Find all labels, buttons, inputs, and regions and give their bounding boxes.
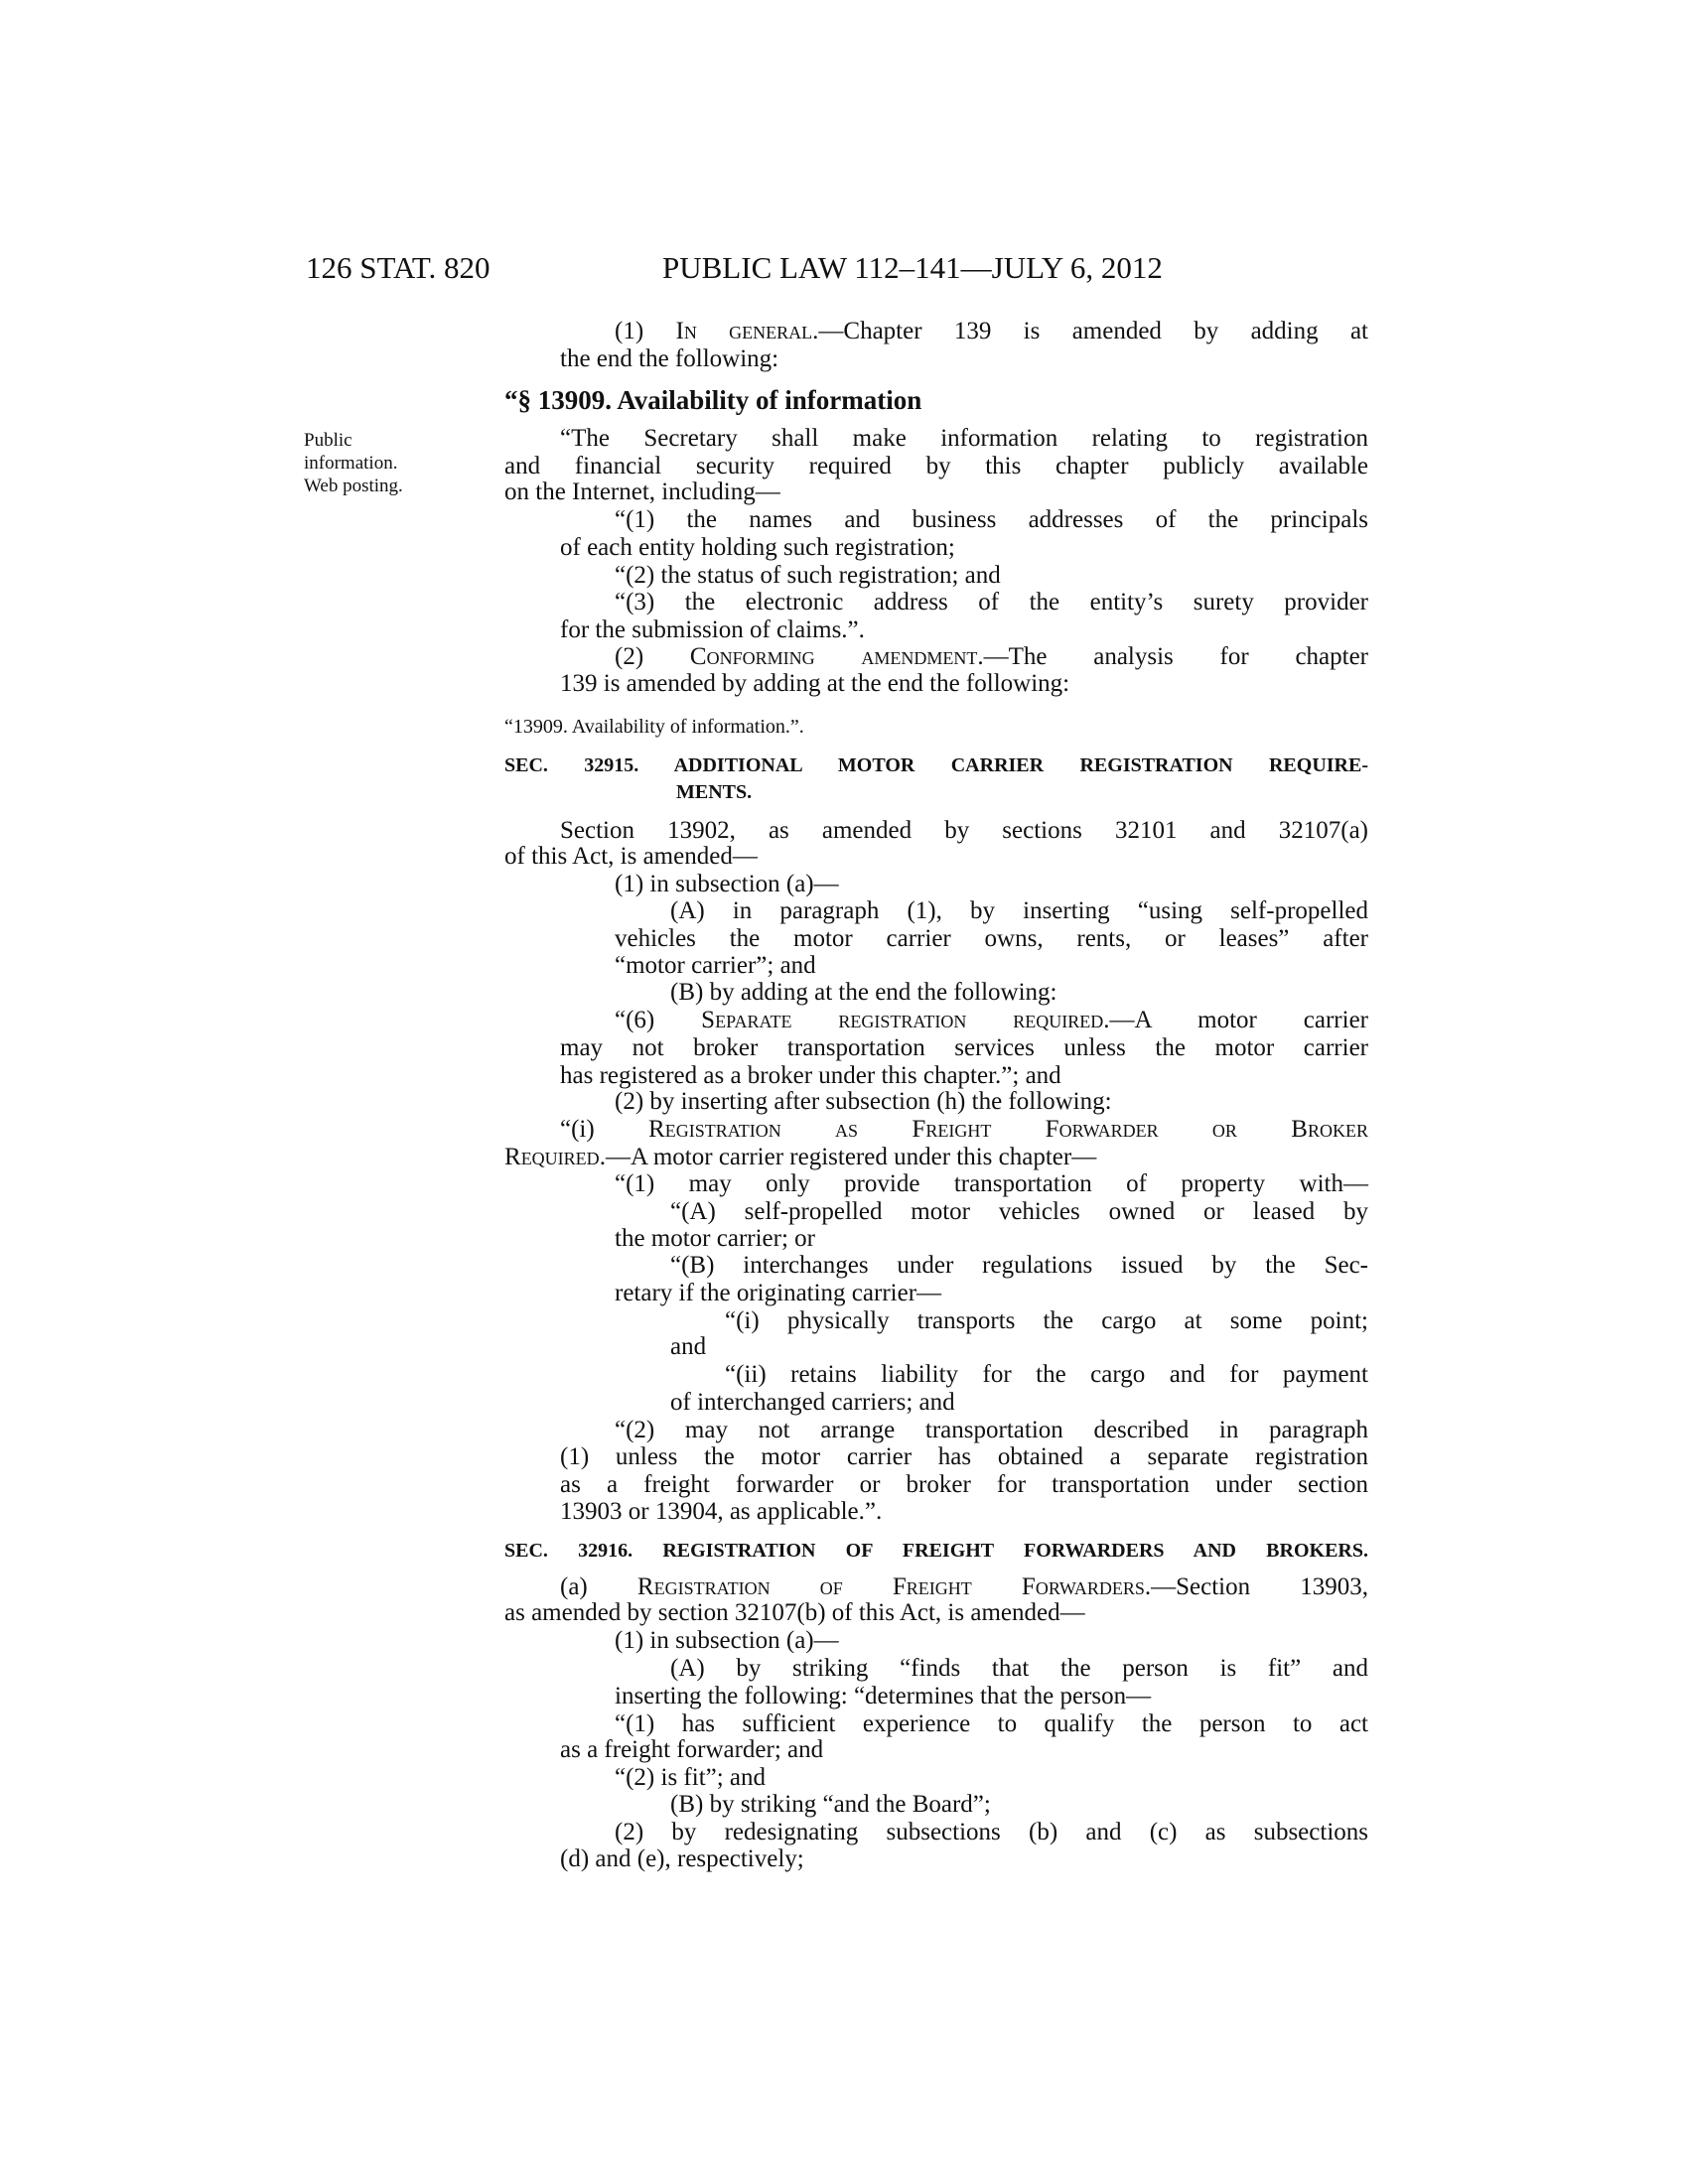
body-text-line: and financial security required by this chapter publicly available — [504, 453, 1368, 479]
margin-note-line: information. — [304, 453, 398, 474]
margin-note-line: Public — [304, 430, 352, 451]
body-text-line: “(2) is fit”; and — [615, 1764, 767, 1791]
body-text-line: inserting the following: “determines that the person— — [615, 1683, 1152, 1709]
body-text-line: and — [670, 1333, 707, 1360]
body-text-line: “(A) self-propelled motor vehicles owned or leased by — [670, 1198, 1368, 1225]
body-text-line: (d) and (e), respectively; — [560, 1845, 804, 1872]
body-text-line: (2) by redesignating subsections (b) and (c) as subsections — [615, 1819, 1368, 1845]
body-text-line: (1) in subsection (a)— — [615, 871, 839, 897]
body-text-line: as amended by section 32107(b) of this Act, is amended— — [504, 1599, 1085, 1626]
body-text-line: (1) In general.—Chapter 139 is amended by adding at — [615, 318, 1368, 344]
body-text-line: the end the following: — [560, 345, 779, 372]
body-text-line: (B) by striking “and the Board”; — [670, 1791, 991, 1818]
body-text-line: as a freight forwarder or broker for transportation under section — [560, 1471, 1368, 1498]
body-text-line: “The Secretary shall make information relating to registration — [560, 425, 1368, 452]
body-text-line: 13903 or 13904, as applicable.”. — [560, 1498, 883, 1525]
body-text-line: “(1) the names and business addresses of the principals — [615, 506, 1368, 533]
body-text-line: “(1) may only provide transportation of property with— — [615, 1170, 1368, 1197]
page-stat-citation: 126 STAT. 820 — [306, 250, 491, 285]
body-text-line: “motor carrier”; and — [615, 952, 816, 979]
body-text-line: on the Internet, including— — [504, 478, 780, 505]
body-text-line: (A) by striking “finds that the person is fit” and — [670, 1655, 1368, 1682]
body-text-line: the motor carrier; or — [615, 1225, 815, 1252]
body-text-line: retary if the originating carrier— — [615, 1280, 942, 1306]
body-text-line: “13909. Availability of information.”. — [504, 716, 804, 738]
body-text-line: “(1) has sufficient experience to qualify the person to act — [615, 1710, 1368, 1737]
body-text-line: may not broker transportation services unless the motor carrier — [560, 1034, 1368, 1061]
body-text-line: for the submission of claims.”. — [560, 616, 865, 643]
body-text-line: “(B) interchanges under regulations issued by the Sec- — [670, 1252, 1368, 1279]
body-text-line: (A) in paragraph (1), by inserting “using self-propelled — [670, 897, 1368, 924]
body-text-line: of each entity holding such registration; — [560, 534, 955, 561]
body-text-line: of this Act, is amended— — [504, 843, 758, 870]
body-text-line: (1) in subsection (a)— — [615, 1627, 839, 1654]
body-text-line: has registered as a broker under this chapter.”; and — [560, 1062, 1061, 1089]
body-text-line: of interchanged carriers; and — [670, 1389, 955, 1416]
section-heading-line: SEC. 32916. REGISTRATION OF FREIGHT FORWARDERS AND BROKERS. — [504, 1540, 1368, 1562]
body-text-line: vehicles the motor carrier owns, rents, or leases” after — [615, 925, 1368, 952]
body-text-line: “(ii) retains liability for the cargo and for payment — [725, 1361, 1368, 1388]
body-text-line: “(i) physically transports the cargo at some point; — [725, 1307, 1368, 1334]
body-text-line: Required.—A motor carrier registered under this chapter— — [504, 1144, 1097, 1170]
body-text-line: “(i) Registration as Freight Forwarder or Broker — [560, 1116, 1368, 1143]
body-text-line: (B) by adding at the end the following: — [670, 979, 1057, 1006]
body-text-line: “(6) Separate registration required.—A motor carrier — [615, 1007, 1369, 1033]
body-text-line: “(2) the status of such registration; and — [615, 562, 1001, 589]
section-heading-line: MENTS. — [676, 781, 753, 803]
body-text-line: (2) Conforming amendment.—The analysis for chapter — [615, 643, 1368, 670]
body-text-line: (1) unless the motor carrier has obtained a separate registration — [560, 1443, 1368, 1470]
section-heading-line: SEC. 32915. ADDITIONAL MOTOR CARRIER REGISTRATION REQUIRE- — [504, 754, 1368, 776]
code-section-heading: “§ 13909. Availability of information — [504, 385, 922, 415]
running-header-public-law: PUBLIC LAW 112–141—JULY 6, 2012 — [662, 250, 1163, 285]
body-text-line: Section 13902, as amended by sections 32101 and 32107(a) — [560, 817, 1368, 844]
body-text-line: (a) Registration of Freight Forwarders.—Section 13903, — [560, 1573, 1368, 1600]
body-text-line: as a freight forwarder; and — [560, 1736, 824, 1763]
body-text-line: “(3) the electronic address of the entity’s surety provider — [615, 589, 1368, 615]
body-text-line: (2) by inserting after subsection (h) the following: — [615, 1088, 1112, 1115]
body-text-line: “(2) may not arrange transportation described in paragraph — [615, 1417, 1368, 1443]
body-text-line: 139 is amended by adding at the end the following: — [560, 670, 1070, 697]
margin-note-line: Web posting. — [304, 476, 403, 496]
